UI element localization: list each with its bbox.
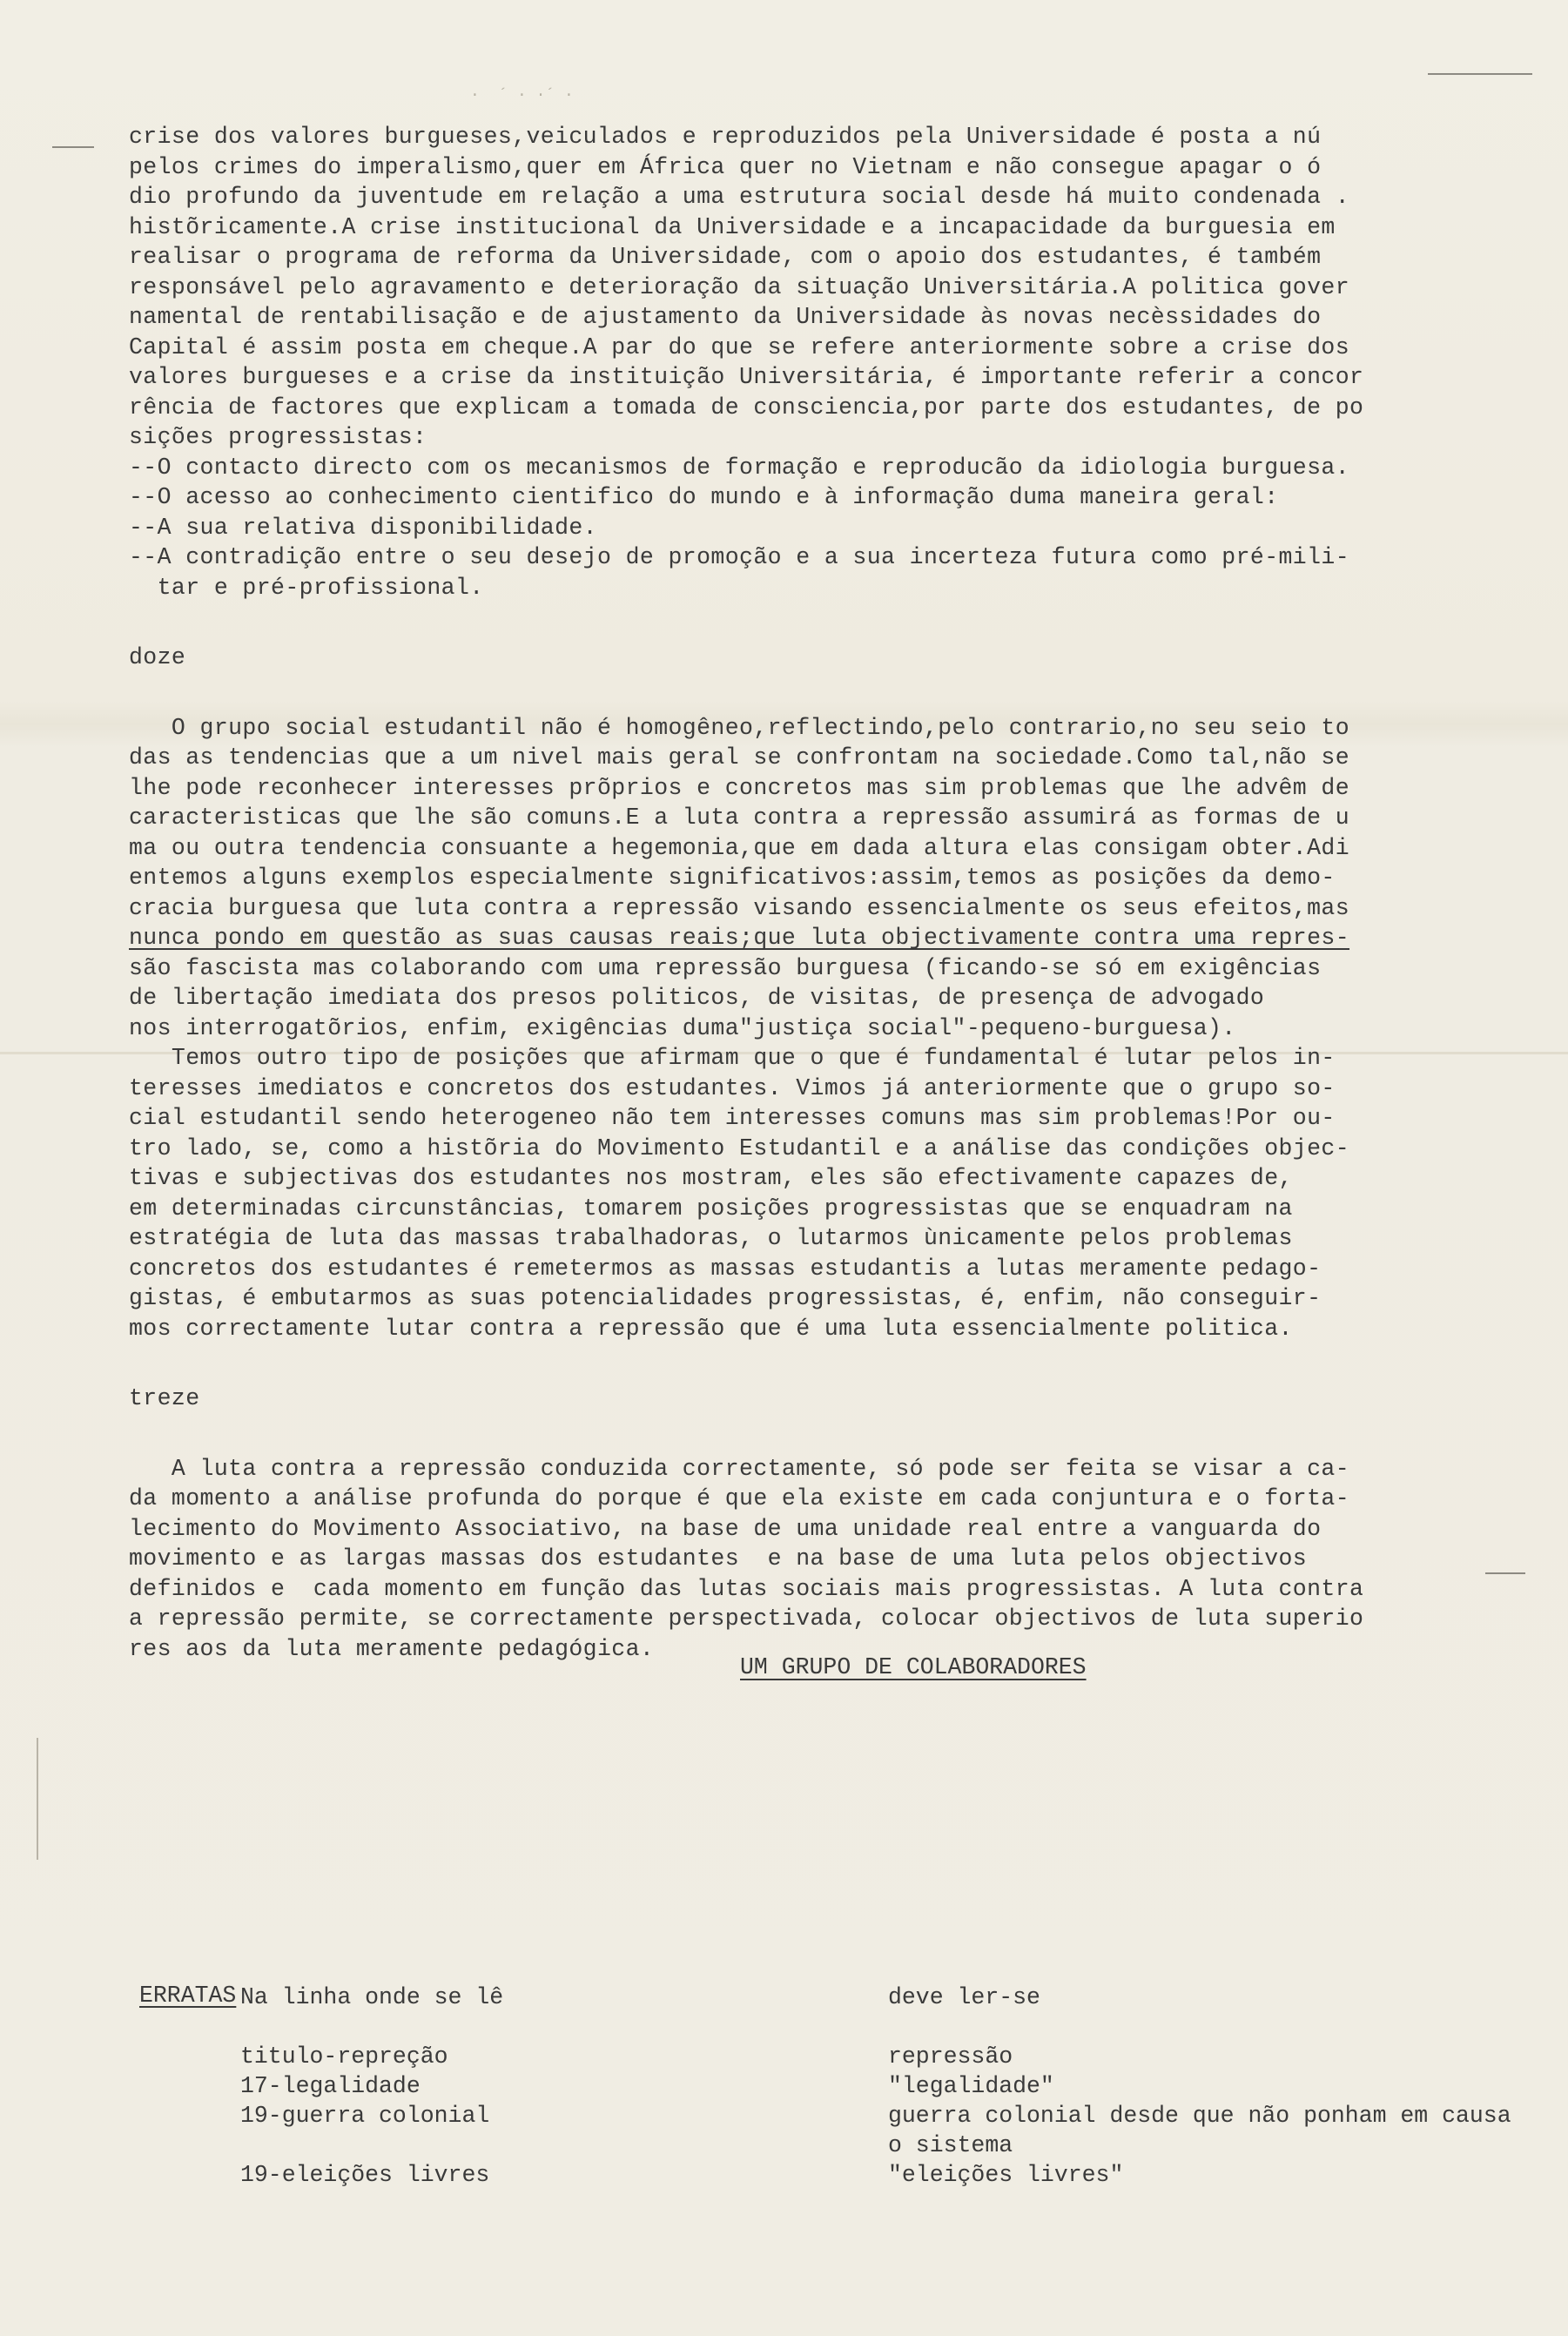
text-line: pelos crimes do imperalismo,quer em África quer no Vietnam e não consegue apagar o ó: [129, 153, 1322, 180]
text-line: crise dos valores burgueses,veiculados e reproduzidos pela Universidade é posta a nú: [129, 124, 1322, 150]
errata-correct-text: "legalidade": [888, 2073, 1054, 2099]
text-line: rência de factores que explicam a tomada de consciencia,por parte dos estudantes, de po: [129, 394, 1364, 421]
text-line: tivas e subjectivas dos estudantes nos mostram, eles são efectivamente capazes de,: [129, 1165, 1293, 1191]
text-line: Capital é assim posta em cheque.A par do que se refere anteriormente sobre a crise dos: [129, 333, 1350, 360]
body-text: [129, 122, 1487, 1664]
text-line: responsável pelo agravamento e deterioração da situação Universitária.A politica gover: [129, 273, 1350, 300]
pencil-mark: [1485, 1572, 1525, 1574]
section-heading-treze: treze: [129, 1385, 200, 1411]
section-heading-doze: doze: [129, 644, 186, 670]
text-line: teresses imediatos e concretos dos estudantes. Vimos já anteriormente que o grupo so-: [129, 1074, 1336, 1101]
text-line: concretos dos estudantes é remetermos as massas estudantis a lutas meramente pedago-: [129, 1255, 1322, 1282]
text-line: caracteristicas que lhe são comuns.E a luta contra a repressão assumirá as formas de u: [129, 804, 1350, 831]
text-line: res aos da luta meramente pedagógica.: [129, 1635, 655, 1662]
text-line: estratégia de luta das massas trabalhadoras, o lutarmos ùnicamente pelos problemas: [129, 1225, 1293, 1251]
errata-correct-text: "eleições livres": [888, 2162, 1124, 2188]
text-line: A luta contra a repressão conduzida correctamente, só pode ser feita se visar a ca-: [129, 1455, 1350, 1482]
errata-correct-text: guerra colonial desde que não ponham em causa o sistema: [888, 2103, 1525, 2158]
text-line: nos interrogatõrios, enfim, exigências duma"justiça social"-pequeno-burguesa).: [129, 1014, 1236, 1041]
list-item: tar e pré-profissional.: [129, 574, 484, 601]
pencil-mark: [1428, 73, 1532, 75]
text-line: lecimento do Movimento Associativo, na base de uma unidade real entre a vanguarda do: [129, 1515, 1322, 1542]
text-line: gistas, é embutarmos as suas potencialidades progressistas, é, enfim, não conseguir-: [129, 1285, 1322, 1311]
faint-bleed-mark: · ´ · ·´ ·: [470, 87, 574, 104]
text-line: cracia burguesa que luta contra a repressão visando essencialmente os seus efeitos,mas: [129, 894, 1350, 921]
errata-wrong-text: 19-eleições livres: [240, 2162, 490, 2188]
signature-line: UM GRUPO DE COLABORADORES: [740, 1654, 1087, 1680]
text-line: O grupo social estudantil não é homogêneo,reflectindo,pelo contrario,no seu seio to: [129, 714, 1350, 741]
pencil-mark: [52, 146, 94, 148]
text-line: definidos e cada momento em função das lutas sociais mais progressistas. A luta contra: [129, 1575, 1364, 1602]
paragraph-treze: [129, 1454, 1487, 1665]
text-line: de libertação imediata dos presos politicos, de visitas, de presença de advogado: [129, 985, 1265, 1011]
text-line: valores burgueses e a crise da instituição Universitária, é importante referir a concor: [129, 364, 1364, 390]
errata-col-header-right: deve ler-se: [888, 1984, 1040, 2010]
text-line: em determinadas circunstâncias, tomarem posições progressistas que se enquadram na: [129, 1195, 1293, 1222]
text-line: histõricamente.A crise institucional da Universidade e a incapacidade da burguesia em: [129, 213, 1336, 240]
list-item: --A sua relativa disponibilidade.: [129, 514, 597, 541]
text-line-underlined: nunca pondo em questão as suas causas reais;que luta objectivamente contra uma repres-: [129, 925, 1350, 951]
text-line: ma ou outra tendencia consuante a hegemonia,que em dada altura elas consigam obter.Adi: [129, 834, 1350, 861]
paragraph-doze: [129, 713, 1487, 1344]
list-item: --A contradição entre o seu desejo de promoção e a sua incerteza futura como pré-mili-: [129, 544, 1350, 570]
text-line: lhe pode reconhecer interesses prõprios e concretos mas sim problemas que lhe advêm de: [129, 774, 1350, 801]
paragraph-intro: [129, 122, 1487, 603]
text-line: mos correctamente lutar contra a repressão que é uma luta essencialmente politica.: [129, 1315, 1293, 1342]
errata-table: [240, 1983, 1525, 2190]
text-line: das as tendencias que a um nivel mais geral se confrontam na sociedade.Como tal,não se: [129, 744, 1350, 771]
text-line: entemos alguns exemplos especialmente significativos:assim,temos as posições da demo-: [129, 865, 1336, 891]
errata-wrong-text: titulo-repreção: [240, 2043, 448, 2070]
list-item: --O contacto directo com os mecanismos de formação e reproducão da idiologia burguesa.: [129, 454, 1350, 481]
text-line: namental de rentabilisação e de ajustamento da Universidade às novas necèssidades do: [129, 304, 1322, 330]
errata-col-header-left: Na linha onde se lê: [240, 1984, 504, 2010]
errata-correct-text: repressão: [888, 2043, 1013, 2070]
errata-section: [139, 1981, 1525, 2190]
text-line: a repressão permite, se correctamente perspectivada, colocar objectivos de luta superio: [129, 1606, 1364, 1632]
text-line: sições progressistas:: [129, 424, 427, 450]
list-item: --O acesso ao conhecimento cientifico do mundo e à informação duma maneira geral:: [129, 484, 1279, 510]
errata-title: ERRATAS: [139, 1983, 237, 2009]
text-line: realisar o programa de reforma da Universidade, com o apoio dos estudantes, é também: [129, 244, 1322, 270]
errata-wrong-text: 19-guerra colonial: [240, 2103, 490, 2129]
text-line: da momento a análise profunda do porque é que ela existe em cada conjuntura e o forta-: [129, 1485, 1350, 1511]
errata-wrong-text: 17-legalidade: [240, 2073, 421, 2099]
text-line: tro lado, se, como a histõria do Movimento Estudantil e a análise das condições objec-: [129, 1134, 1350, 1161]
text-line: cial estudantil sendo heterogeneo não tem interesses comuns mas sim problemas!Por ou-: [129, 1105, 1336, 1131]
text-line: movimento e as largas massas dos estudantes e na base de uma luta pelos objectivos: [129, 1545, 1308, 1572]
margin-mark: [37, 1738, 38, 1860]
text-line: Temos outro tipo de posições que afirmam que o que é fundamental é lutar pelos in-: [129, 1045, 1336, 1071]
text-line: são fascista mas colaborando com uma repressão burguesa (ficando-se só em exigências: [129, 954, 1322, 981]
text-line: dio profundo da juventude em relação a uma estrutura social desde há muito condenada .: [129, 184, 1350, 210]
